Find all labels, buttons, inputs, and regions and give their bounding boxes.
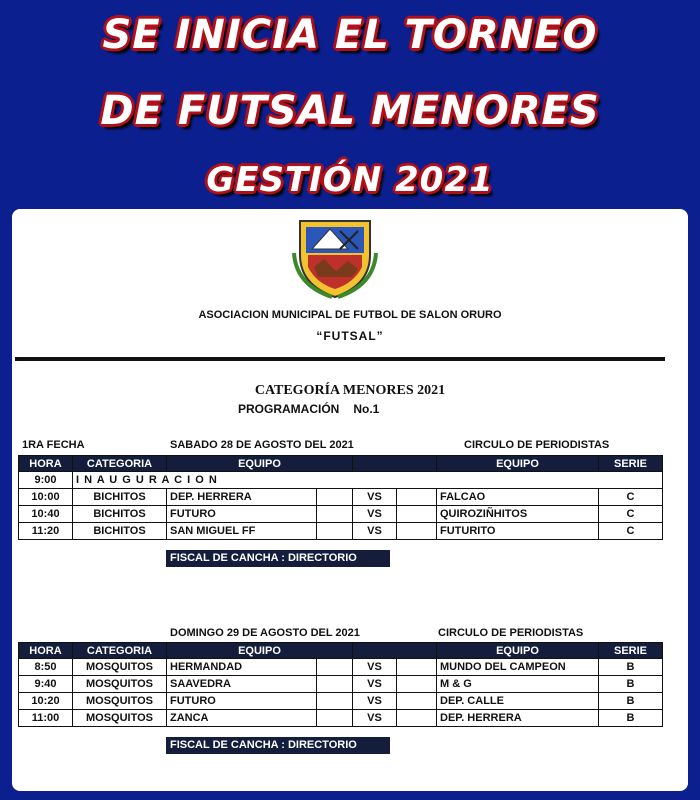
match-time: 8:50: [19, 659, 73, 676]
home-team: SAN MIGUEL FF: [167, 523, 317, 540]
away-team: FALCAO: [437, 489, 599, 506]
col-serie: SERIE: [599, 456, 663, 472]
home-team: DEP. HERRERA: [167, 489, 317, 506]
match-serie: B: [599, 676, 663, 693]
spacer-cell: [397, 659, 437, 676]
col-hora: HORA: [19, 643, 73, 659]
table-row: [19, 506, 663, 523]
fecha-2-venue: CIRCULO DE PERIODISTAS: [438, 627, 584, 639]
match-serie: C: [599, 523, 663, 540]
spacer-cell: [397, 489, 437, 506]
match-time: 10:40: [19, 506, 73, 523]
table-row: [19, 693, 663, 710]
spacer-cell: [317, 523, 353, 540]
table-header-row: [19, 643, 663, 659]
col-equipo-home: EQUIPO: [167, 643, 353, 659]
match-category: BICHITOS: [73, 523, 167, 540]
match-time: 9:00: [19, 472, 73, 489]
vs-label: VS: [353, 659, 397, 676]
fecha-1-label: 1RA FECHA: [22, 439, 85, 451]
vs-label: VS: [353, 693, 397, 710]
organization-subtitle: “FUTSAL”: [316, 329, 384, 343]
spacer-cell: [317, 693, 353, 710]
match-time: 11:20: [19, 523, 73, 540]
vs-label: VS: [353, 506, 397, 523]
match-category: MOSQUITOS: [73, 693, 167, 710]
away-team: DEP. HERRERA: [437, 710, 599, 727]
headline-line-1: SE INICIA EL TORNEO: [102, 12, 598, 58]
match-serie: C: [599, 489, 663, 506]
table-row: [19, 659, 663, 676]
match-time: 10:20: [19, 693, 73, 710]
home-team: ZANCA: [167, 710, 317, 727]
fecha-2-table: [18, 642, 663, 727]
vs-label: VS: [353, 676, 397, 693]
category-title: CATEGORÍA MENORES 2021: [254, 383, 446, 398]
away-team: DEP. CALLE: [437, 693, 599, 710]
spacer-cell: [397, 710, 437, 727]
table-row: [19, 472, 663, 489]
match-serie: B: [599, 659, 663, 676]
match-serie: B: [599, 710, 663, 727]
spacer-cell: [397, 523, 437, 540]
col-blank: [353, 456, 437, 472]
col-equipo-away: EQUIPO: [437, 456, 599, 472]
away-team: M & G: [437, 676, 599, 693]
match-time: 10:00: [19, 489, 73, 506]
match-category: MOSQUITOS: [73, 659, 167, 676]
home-team: FUTURO: [167, 693, 317, 710]
match-serie: C: [599, 506, 663, 523]
fecha-1-table: [18, 455, 663, 540]
col-categoria: CATEGORIA: [73, 456, 167, 472]
col-blank: [353, 643, 437, 659]
home-team: HERMANDAD: [167, 659, 317, 676]
home-team: FUTURO: [167, 506, 317, 523]
fecha-1-fiscal: FISCAL DE CANCHA : DIRECTORIO: [166, 550, 390, 567]
col-equipo-home: EQUIPO: [167, 456, 353, 472]
away-team: QUIROZIÑHITOS: [437, 506, 599, 523]
programming-line: [238, 402, 379, 416]
headline-line-3: GESTIÓN 2021: [206, 160, 494, 200]
vs-label: VS: [353, 710, 397, 727]
spacer-cell: [317, 659, 353, 676]
programming-label: PROGRAMACIÓN: [238, 402, 340, 416]
spacer-cell: [317, 710, 353, 727]
match-time: 9:40: [19, 676, 73, 693]
table-row: [19, 710, 663, 727]
spacer-cell: [397, 506, 437, 523]
table-row: [19, 676, 663, 693]
match-category: BICHITOS: [73, 489, 167, 506]
association-crest-icon: [292, 215, 378, 299]
away-team: FUTURITO: [437, 523, 599, 540]
fecha-2-date: DOMINGO 29 DE AGOSTO DEL 2021: [170, 627, 360, 639]
col-serie: SERIE: [599, 643, 663, 659]
vs-label: VS: [353, 489, 397, 506]
spacer-cell: [397, 693, 437, 710]
fecha-1-date: SABADO 28 DE AGOSTO DEL 2021: [170, 439, 354, 451]
away-team: MUNDO DEL CAMPEON: [437, 659, 599, 676]
table-header-row: [19, 456, 663, 472]
col-equipo-away: EQUIPO: [437, 643, 599, 659]
spacer-cell: [317, 489, 353, 506]
divider-rule: [15, 357, 665, 361]
spacer-cell: [317, 676, 353, 693]
match-serie: B: [599, 693, 663, 710]
match-category: MOSQUITOS: [73, 710, 167, 727]
spacer-cell: [317, 506, 353, 523]
headline-line-2: DE FUTSAL MENORES: [100, 88, 600, 134]
match-category: MOSQUITOS: [73, 676, 167, 693]
table-row: [19, 489, 663, 506]
col-categoria: CATEGORIA: [73, 643, 167, 659]
organization-name: ASOCIACION MUNICIPAL DE FUTBOL DE SALON ORURO: [198, 309, 502, 321]
match-category: BICHITOS: [73, 506, 167, 523]
table-row: [19, 523, 663, 540]
home-team: SAAVEDRA: [167, 676, 317, 693]
vs-label: VS: [353, 523, 397, 540]
match-time: 11:00: [19, 710, 73, 727]
programming-number: No.1: [353, 402, 380, 416]
inauguration-text: I N A U G U R A C I O N: [73, 472, 663, 489]
fecha-1-venue: CIRCULO DE PERIODISTAS: [464, 439, 610, 451]
spacer-cell: [397, 676, 437, 693]
schedule-document: [12, 209, 688, 791]
fecha-2-fiscal: FISCAL DE CANCHA : DIRECTORIO: [166, 737, 390, 754]
col-hora: HORA: [19, 456, 73, 472]
